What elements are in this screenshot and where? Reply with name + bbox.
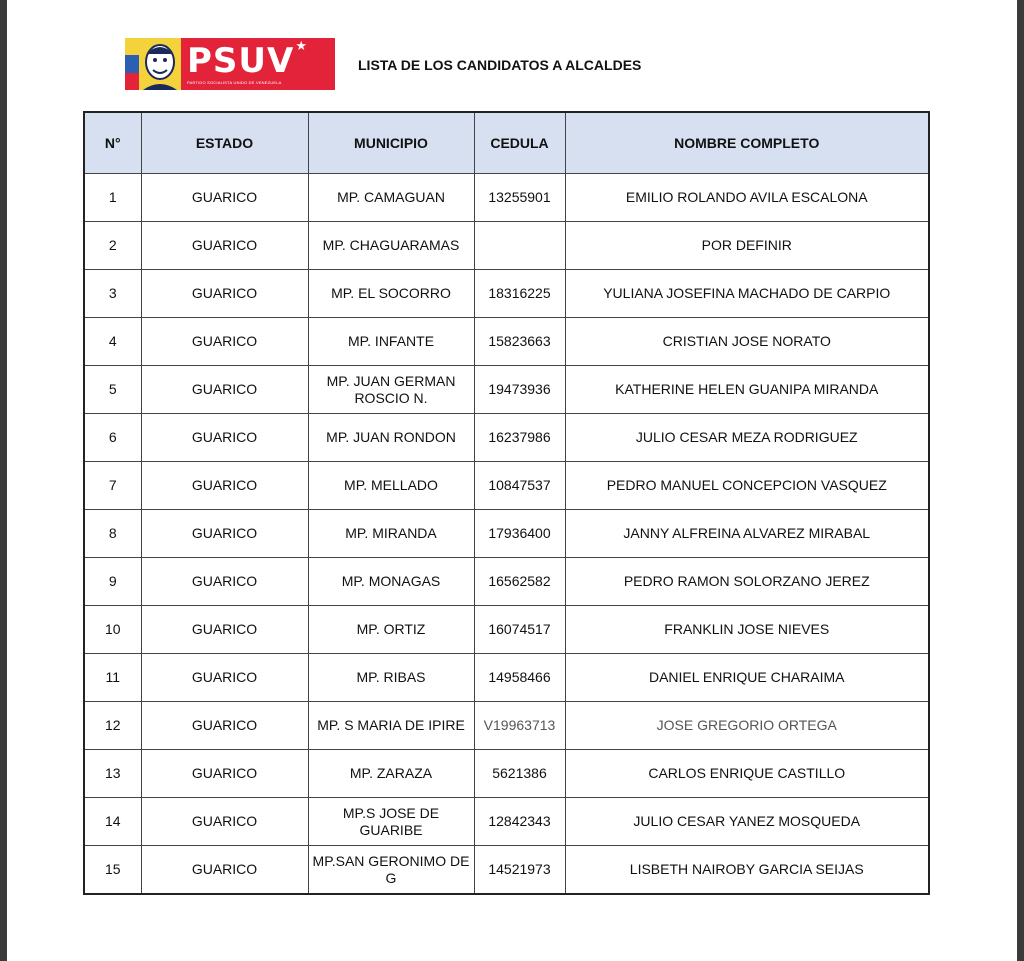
header-municipio: MUNICIPIO <box>308 112 474 174</box>
row-cedula: 16074517 <box>474 606 565 654</box>
row-estado: GUARICO <box>141 702 308 750</box>
row-municipio: MP. INFANTE <box>308 318 474 366</box>
row-cedula: 5621386 <box>474 750 565 798</box>
row-number: 6 <box>84 414 141 462</box>
header-number: N° <box>84 112 141 174</box>
table-row <box>84 750 929 798</box>
row-municipio: MP. JUAN RONDON <box>308 414 474 462</box>
row-nombre: JOSE GREGORIO ORTEGA <box>565 702 929 750</box>
table-header-row <box>84 112 929 174</box>
row-municipio: MP. ORTIZ <box>308 606 474 654</box>
table-row <box>84 222 929 270</box>
row-nombre: LISBETH NAIROBY GARCIA SEIJAS <box>565 846 929 895</box>
row-cedula: 16237986 <box>474 414 565 462</box>
row-municipio: MP. MIRANDA <box>308 510 474 558</box>
row-nombre: CRISTIAN JOSE NORATO <box>565 318 929 366</box>
row-cedula: 15823663 <box>474 318 565 366</box>
header-cedula: CEDULA <box>474 112 565 174</box>
row-number: 2 <box>84 222 141 270</box>
table-row <box>84 318 929 366</box>
row-estado: GUARICO <box>141 414 308 462</box>
table-row <box>84 462 929 510</box>
row-number: 13 <box>84 750 141 798</box>
row-cedula: 12842343 <box>474 798 565 846</box>
row-number: 12 <box>84 702 141 750</box>
row-municipio: MP. MELLADO <box>308 462 474 510</box>
row-estado: GUARICO <box>141 798 308 846</box>
header-nombre: NOMBRE COMPLETO <box>565 112 929 174</box>
row-estado: GUARICO <box>141 654 308 702</box>
document-title: LISTA DE LOS CANDIDATOS A ALCALDES <box>358 57 642 73</box>
row-municipio: MP.SAN GERONIMO DE G <box>308 846 474 895</box>
row-municipio: MP.S JOSE DE GUARIBE <box>308 798 474 846</box>
flag-stripes <box>125 38 139 90</box>
row-number: 11 <box>84 654 141 702</box>
row-number: 7 <box>84 462 141 510</box>
row-municipio: MP. CAMAGUAN <box>308 174 474 222</box>
table-row <box>84 606 929 654</box>
table-row <box>84 174 929 222</box>
row-estado: GUARICO <box>141 750 308 798</box>
row-cedula <box>474 222 565 270</box>
row-municipio: MP. RIBAS <box>308 654 474 702</box>
row-nombre: JANNY ALFREINA ALVAREZ MIRABAL <box>565 510 929 558</box>
table-row <box>84 366 929 414</box>
table-body <box>84 174 929 895</box>
row-number: 5 <box>84 366 141 414</box>
table-row <box>84 270 929 318</box>
row-nombre: DANIEL ENRIQUE CHARAIMA <box>565 654 929 702</box>
header-estado: ESTADO <box>141 112 308 174</box>
row-nombre: YULIANA JOSEFINA MACHADO DE CARPIO <box>565 270 929 318</box>
logo-subtitle: PARTIDO SOCIALISTA UNIDO DE VENEZUELA <box>187 79 282 85</box>
table-row <box>84 414 929 462</box>
row-municipio: MP. EL SOCORRO <box>308 270 474 318</box>
row-nombre: JULIO CESAR YANEZ MOSQUEDA <box>565 798 929 846</box>
row-cedula: 14958466 <box>474 654 565 702</box>
row-nombre: KATHERINE HELEN GUANIPA MIRANDA <box>565 366 929 414</box>
row-number: 3 <box>84 270 141 318</box>
row-cedula: 13255901 <box>474 174 565 222</box>
table-row <box>84 846 929 895</box>
table-row <box>84 798 929 846</box>
row-municipio: MP. ZARAZA <box>308 750 474 798</box>
table-row <box>84 510 929 558</box>
table-row <box>84 702 929 750</box>
row-municipio: MP. JUAN GERMAN ROSCIO N. <box>308 366 474 414</box>
row-estado: GUARICO <box>141 510 308 558</box>
row-nombre: PEDRO MANUEL CONCEPCION VASQUEZ <box>565 462 929 510</box>
row-cedula: 18316225 <box>474 270 565 318</box>
row-number: 8 <box>84 510 141 558</box>
row-nombre: JULIO CESAR MEZA RODRIGUEZ <box>565 414 929 462</box>
row-estado: GUARICO <box>141 174 308 222</box>
row-number: 9 <box>84 558 141 606</box>
row-number: 4 <box>84 318 141 366</box>
row-nombre: POR DEFINIR <box>565 222 929 270</box>
row-estado: GUARICO <box>141 318 308 366</box>
row-cedula: 19473936 <box>474 366 565 414</box>
row-estado: GUARICO <box>141 558 308 606</box>
row-estado: GUARICO <box>141 366 308 414</box>
table-row <box>84 558 929 606</box>
row-estado: GUARICO <box>141 846 308 895</box>
row-nombre: PEDRO RAMON SOLORZANO JEREZ <box>565 558 929 606</box>
row-estado: GUARICO <box>141 222 308 270</box>
row-cedula: 16562582 <box>474 558 565 606</box>
logo-red-panel <box>181 38 335 90</box>
row-number: 14 <box>84 798 141 846</box>
row-cedula: 17936400 <box>474 510 565 558</box>
row-cedula: 10847537 <box>474 462 565 510</box>
row-municipio: MP. CHAGUARAMAS <box>308 222 474 270</box>
row-cedula: 14521973 <box>474 846 565 895</box>
row-estado: GUARICO <box>141 270 308 318</box>
row-estado: GUARICO <box>141 462 308 510</box>
row-nombre: EMILIO ROLANDO AVILA ESCALONA <box>565 174 929 222</box>
row-number: 15 <box>84 846 141 895</box>
portrait-icon <box>139 38 181 90</box>
row-cedula: V19963713 <box>474 702 565 750</box>
star-icon: ★ <box>295 38 307 53</box>
row-nombre: FRANKLIN JOSE NIEVES <box>565 606 929 654</box>
row-number: 1 <box>84 174 141 222</box>
row-estado: GUARICO <box>141 606 308 654</box>
candidates-table <box>83 111 930 895</box>
row-number: 10 <box>84 606 141 654</box>
table-row <box>84 654 929 702</box>
row-nombre: CARLOS ENRIQUE CASTILLO <box>565 750 929 798</box>
row-municipio: MP. MONAGAS <box>308 558 474 606</box>
row-municipio: MP. S MARIA DE IPIRE <box>308 702 474 750</box>
psuv-logo <box>125 38 335 90</box>
logo-brand: PSUV <box>187 40 295 81</box>
